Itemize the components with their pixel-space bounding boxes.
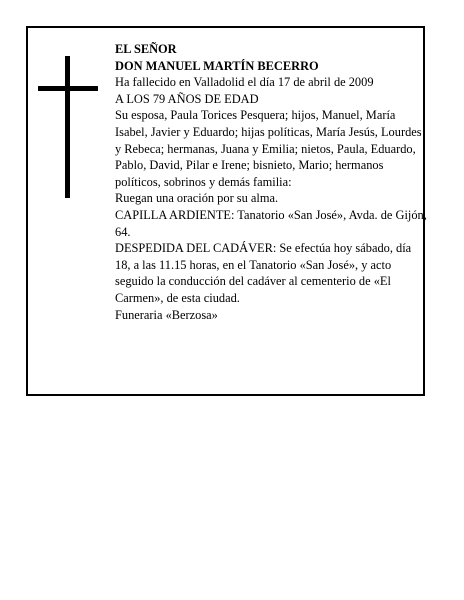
deceased-name: DON MANUEL MARTÍN BECERRO bbox=[115, 58, 319, 73]
deceased-title: EL SEÑOR bbox=[115, 42, 177, 56]
cross-horizontal-bar bbox=[38, 86, 98, 91]
cross-vertical-bar bbox=[65, 56, 70, 198]
cross-icon bbox=[38, 56, 98, 198]
death-notice: Ha fallecido en Valladolid el día 17 de abril de 2009 bbox=[115, 75, 374, 90]
chapel-info: CAPILLA ARDIENTE: Tanatorio «San José», Avda. de Gijón, 64. bbox=[115, 207, 427, 239]
farewell-info: DESPEDIDA DEL CADÁVER: Se efectúa hoy sábado, día 18, a las 11.15 horas, en el Tanatorio «San José», y acto seguido la conducción del cadáver al cementerio de «El Carmen», de esta ciudad. bbox=[115, 241, 412, 305]
family-paragraph: Su esposa, Paula Torices Pesquera; hijos, Manuel, María Isabel, Javier y Eduardo; hijas políticas, María Jesús, Lourdes y Rebeca; hermanas, Juana y Emilia; nietos, Paula, Eduardo, Pablo, David, Pilar e Irene; bisnieto, Mario; hermanos políticos, sobrinos y demás familia: bbox=[115, 108, 422, 189]
obituary-notice bbox=[26, 26, 425, 396]
obituary-text bbox=[115, 41, 427, 323]
prayer-request: Ruegan una oración por su alma. bbox=[115, 191, 279, 206]
funeral-home: Funeraria «Berzosa» bbox=[115, 307, 218, 322]
age-line: A LOS 79 AÑOS DE EDAD bbox=[115, 91, 259, 106]
